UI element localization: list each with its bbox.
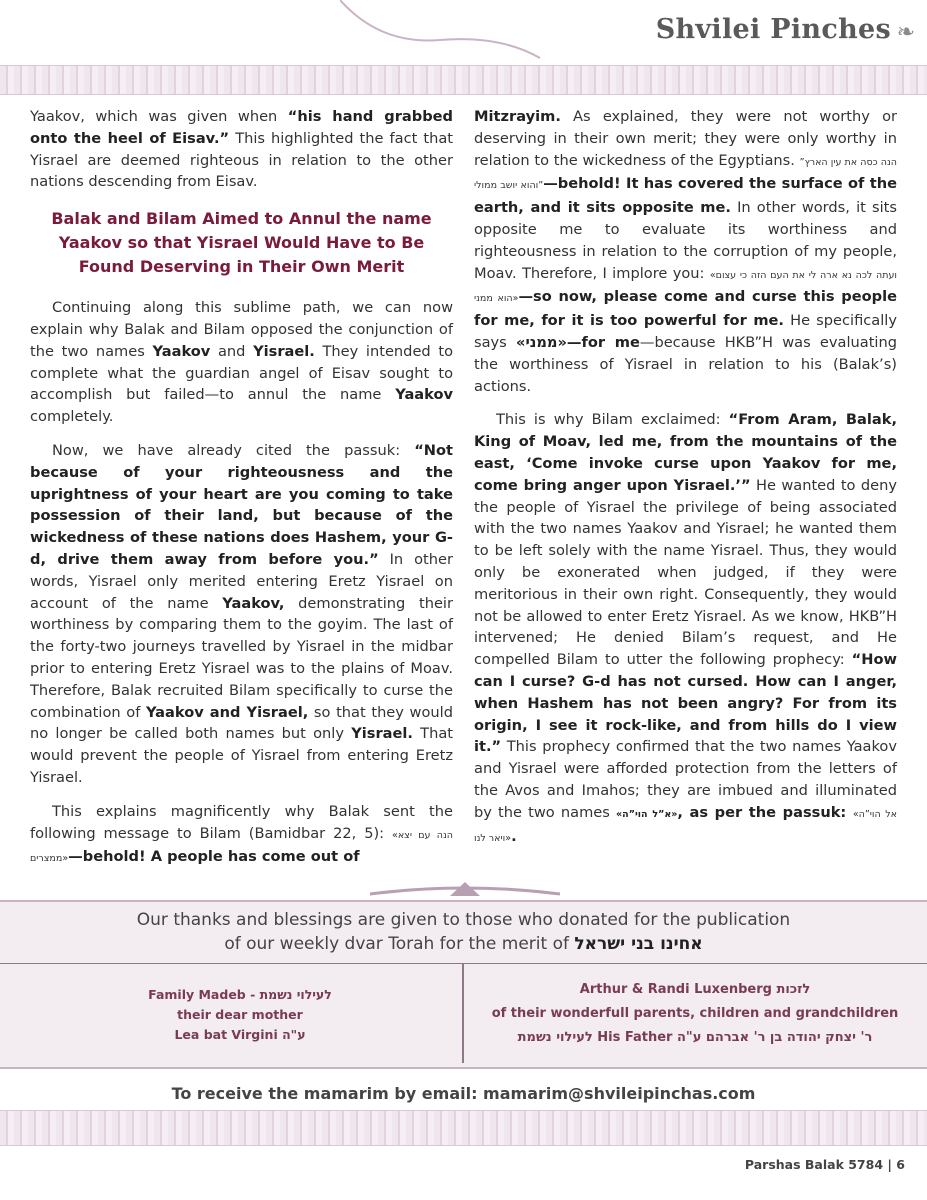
donor-left-line-3: Lea bat Virgini ע"ה [174, 1027, 306, 1042]
name-bold: Yaakov, [222, 594, 285, 612]
left-column [30, 106, 453, 882]
quote-bold: “From Aram, Balak, King of Moav, led me, from the mountains of the east, ‘Come invoke curse upon Yaakov for me, come bring anger upon Yisrael.’” [474, 411, 897, 494]
header-flourish-icon [340, 0, 600, 62]
left-paragraph-2 [30, 297, 453, 428]
text-run: In other words, Yisrael only merited entering Eretz Yisrael on account of the name [30, 550, 453, 612]
donor-left [30, 985, 450, 1045]
quote-bold: “Not because of your righteousness and the uprightness of your heart are you coming to take possession of their land, but because of the wickedness of these nations does Hashem, your G-d, drive them away from before you.” [30, 441, 453, 568]
text-run: Now, we have already cited the passuk: [52, 441, 415, 459]
text-run: . [511, 827, 517, 845]
quote-bold: —so now, please come and curse this people for me, for it is too powerful for me. [474, 288, 898, 330]
thanks-line-2-text: of our weekly dvar Torah for the merit of [224, 934, 575, 954]
name-bold: Yaakov [395, 386, 453, 404]
text-run: , as per the passuk: [677, 803, 853, 821]
donor-left-line-1: Family Madeb - לעילוי נשמת [148, 987, 332, 1002]
hebrew-quote: «אל הוי”ה ויאר לנו» [474, 808, 898, 844]
thanks-line-2 [0, 932, 927, 956]
left-paragraph-3 [30, 440, 453, 789]
divider-vertical [462, 963, 464, 1063]
donor-right [475, 978, 915, 1050]
quote-bold: —behold! It has covered the surface of the earth, and it sits opposite me. [474, 175, 898, 217]
text-run: He specifically says [474, 312, 897, 351]
text-run: As explained, they were not worthy or deserving in their own merit; they were only worthy in relation to the wickedness of the Egyptians. [474, 108, 897, 169]
name-bold: Yisrael. [253, 342, 315, 360]
swirl-icon: ❧ [896, 20, 915, 45]
publication-title: Shvilei Pinches [655, 14, 891, 45]
hebrew-quote: «א”ל הוי”ה» [616, 808, 678, 820]
quote-bold: «ממני»—for me [516, 333, 640, 351]
hebrew-quote: «ועתה לכה נא ארה לי את העם הזה כי עצום הוא ממני» [474, 269, 897, 305]
donor-left-line-2: their dear mother [177, 1007, 303, 1022]
text-run: and [210, 342, 254, 360]
text-run: They intended to complete what the guardian angel of Eisav sought to accomplish but failed—to annul the name [30, 342, 453, 404]
right-paragraph-1 [474, 106, 897, 397]
thanks-text [0, 908, 927, 956]
text-run: In other words, it sits opposite me to evaluate its worthiness and righteousness in relation to the corruption of my people, Moav. Therefore, I implore you: [474, 199, 897, 282]
text-run: —because HKB”H was evaluating the worthiness of Yisrael in relation to his (Balak’s) actions. [474, 333, 897, 395]
left-paragraph-1 [30, 106, 453, 193]
quote-bold: —behold! A people has come out of [68, 848, 360, 866]
bottom-ornament-band [0, 1110, 927, 1146]
top-ornament-band [0, 65, 927, 95]
thanks-line-1: Our thanks and blessings are given to those who donated for the publication [136, 910, 791, 930]
text-run: This is why Bilam exclaimed: [496, 411, 729, 429]
thanks-ornament-icon [370, 878, 560, 902]
email-notice: To receive the mamarim by email: mamarim@shvileipinchas.com [171, 1084, 756, 1103]
hebrew-quote: ”הנה כסה את עין הארץ והוא יושב ממולי” [474, 156, 897, 192]
name-bold: Mitzrayim. [474, 108, 561, 125]
hebrew-quote: «הנה עם יצא ממצרים» [30, 829, 453, 865]
text-run: This prophecy confirmed that the two names Yaakov and Yisrael were afforded protection from the letters of the Avos and Imahos; they are imbued and illuminated by the two names [474, 738, 897, 821]
donor-right-line-1: Arthur & Randi Luxenberg לזכות [579, 982, 811, 997]
name-bold: Yaakov [152, 342, 211, 360]
page-footer: Parshas Balak 5784 | 6 [744, 1157, 905, 1172]
quote-bold: “How can I curse? G-d has not cursed. How can I anger, when Hashem has not been angry? For from its origin, I see it rock-like, and from hills do I view it.” [474, 651, 897, 756]
donor-right-line-3: לעילוי נשמת His Father ר' יצחק יהודה בן ר' אברהם ע"ה [517, 1030, 873, 1045]
text-run: Continuing along this sublime path, we can now explain why Balak and Bilam opposed the conjunction of the two names [30, 299, 453, 360]
name-bold: Yaakov and Yisrael, [145, 703, 309, 721]
quote-bold: “his hand grabbed onto the heel of Eisav.” [30, 108, 453, 147]
text-run: Yaakov, which was given when [30, 108, 288, 125]
text-run: That would prevent the people of Yisrael from entering Eretz Yisrael. [30, 725, 453, 786]
left-paragraph-4 [30, 801, 453, 870]
text-run: This explains magnificently why Balak sent the following message to Bilam (Bamidbar 22, 5): [30, 802, 453, 842]
right-paragraph-2 [474, 409, 897, 849]
name-bold: Yisrael. [351, 725, 413, 743]
right-column [474, 106, 897, 861]
thanks-hebrew: אחינו בני ישראל [574, 934, 703, 954]
donor-right-line-2: of their wonderfull parents, children and grandchildren [491, 1006, 899, 1021]
text-run: demonstrating their worthiness by comparing them to the goyim. The last of the forty-two journeys travelled by Yisrael in the midbar prior to entering Eretz Yisrael was to the plains of Moav. Therefore, Balak recruited Bilam specifically to curse the combination of [30, 594, 453, 721]
text-run: so that they would no longer be called both names but only [30, 703, 453, 743]
text-run: completely. [30, 408, 114, 426]
page-header [0, 0, 927, 60]
section-heading: Balak and Bilam Aimed to Annul the name Yaakov so that Yisrael Would Have to Be Found Deserving in Their Own Merit [51, 209, 432, 277]
text-run: He wanted to deny the people of Yisrael the privilege of being associated with the two names Yaakov and Yisrael; he wanted them to be left solely with the name Yisrael. Thus, they would only be exonerated when judged, if they were meritorious in their own right. Consequently, they would not be allowed to enter Eretz Yisrael. As we know, HKB”H intervened; He denied Bilam’s request, and He compelled Bilam to utter the following prophecy: [474, 476, 897, 669]
text-run: This highlighted the fact that Yisrael are deemed righteous in relation to the other nations descending from Eisav. [30, 129, 454, 191]
